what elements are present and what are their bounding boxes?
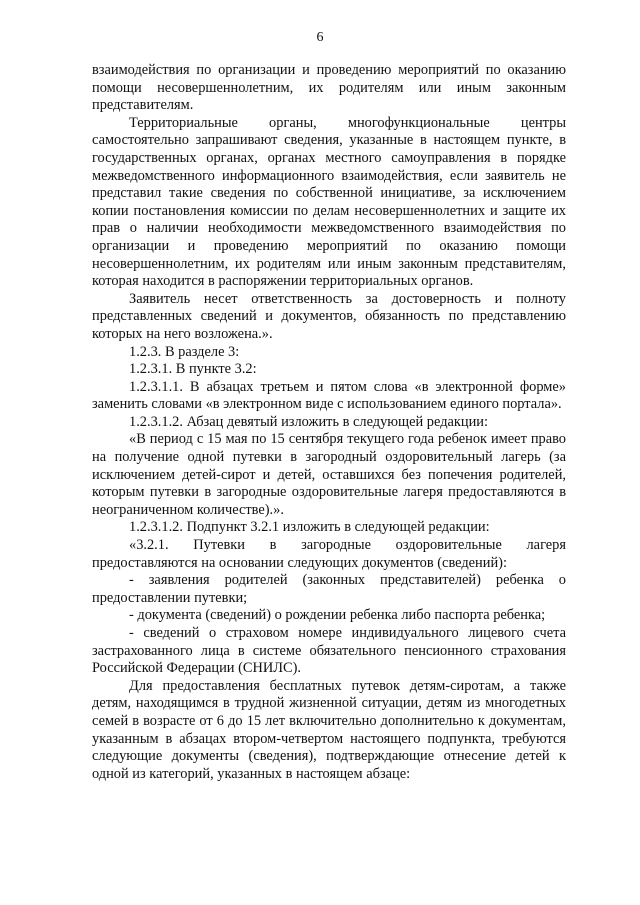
paragraph-applicant-responsibility: Заявитель несет ответственность за достоверность и полноту представленных сведений и документов, обязанность по представлению которых на него возложена.». <box>92 290 566 342</box>
paragraph-section-3: 1.2.3. В разделе 3: <box>129 343 240 360</box>
paragraph-subpoint-3-2-1: 1.2.3.1.2. Подпункт 3.2.1 изложить в следующей редакции: <box>129 519 490 536</box>
page-number: 6 <box>316 30 324 45</box>
paragraph-ninth-abzac: 1.2.3.1.2. Абзац девятый изложить в следующей редакции: <box>129 413 488 430</box>
paragraph-point-3-2: 1.2.3.1. В пункте 3.2: <box>129 361 257 378</box>
paragraph-electronic-form: 1.2.3.1.1. В абзацах третьем и пятом слова «в электронной форме» заменить словами «в электронном виде с использованием единого портала». <box>92 378 566 413</box>
list-item-birth-document: - документа (сведений) о рождении ребенка либо паспорта ребенка; <box>129 607 546 624</box>
list-item-snils: - сведений о страховом номере индивидуального лицевого счета застрахованного лица в системе обязательного пенсионного страхования Российской Федерации (СНИЛС). <box>92 625 566 677</box>
paragraph-vouchers-period: «В период с 15 мая по 15 сентября текущего года ребенок имеет право на получение одной путевки в загородный оздоровительный лагерь (за исключением детей-сирот и детей, оставшихся без попечения родителей, которым путевки в загородные оздоровительные лагеря предоставляются в неограниченном количестве).». <box>92 431 566 518</box>
paragraph-free-vouchers: Для предоставления бесплатных путевок детям-сиротам, а также детям, находящимся в трудной жизненной ситуации, детям из многодетных семей в возрасте от 6 до 15 лет включительно дополнительно к документам, указанным в абзацах втором-четвертом настоящего подпункта, требуются следующие документы (сведения), подтверждающие отнесение детей к одной из категорий, указанных в настоящем абзаце: <box>92 677 566 782</box>
list-item-application: - заявления родителей (законных представителей) ребенка о предоставлении путевки; <box>92 572 566 606</box>
paragraph-territorial-organs: Территориальные органы, многофункциональные центры самостоятельно запрашивают сведения, указанные в настоящем пункте, в государственных органах, органах местного самоуправления в порядке межведомственного информационного взаимодействия, если заявитель не представил такие сведения по собственной инициативе, за исключением копии постановления комиссии по делам несовершеннолетних и защите их прав о наличии необходимости межведомственного взаимодействия по организации и проведению мероприятий по оказанию помощи несовершеннолетним, их родителям или иным законным представителям, которая находится в распоряжении территориальных органов. <box>92 114 566 290</box>
paragraph-continuation: взаимодействия по организации и проведению мероприятий по оказанию помощи несовершеннолетним, их родителям или иным законным представителям. <box>92 62 566 114</box>
document-body <box>92 62 566 783</box>
paragraph-vouchers-basis: «3.2.1. Путевки в загородные оздоровительные лагеря предоставляются на основании следующих документов (сведений): <box>92 537 566 571</box>
